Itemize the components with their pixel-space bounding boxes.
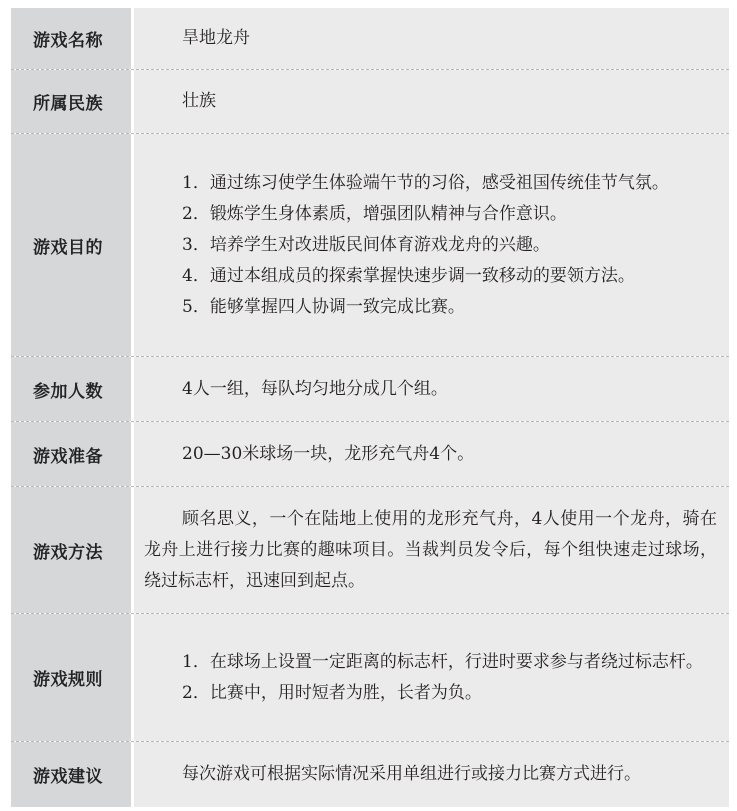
content-paragraph: 3．培养学生对改进版民间体育游戏龙舟的兴趣。 bbox=[182, 234, 550, 255]
content-paragraph: 20—30米球场一块，龙形充气舟4个。 bbox=[182, 443, 475, 464]
info-table bbox=[11, 8, 729, 807]
content-paragraph: 旱地龙舟 bbox=[182, 28, 250, 48]
content-paragraph: 2．比赛中，用时短者为胜，长者为负。 bbox=[182, 682, 482, 703]
content-paragraph: 2．锻炼学生身体素质，增强团队精神与合作意识。 bbox=[182, 203, 567, 224]
content-paragraph: 1．在球场上设置一定距离的标志杆，行进时要求参与者绕过标志杆。 bbox=[182, 651, 703, 672]
row-label: 游戏名称 bbox=[11, 8, 131, 69]
table-row bbox=[11, 613, 729, 741]
row-label: 游戏建议 bbox=[11, 742, 131, 807]
row-label: 游戏准备 bbox=[11, 422, 131, 486]
content-paragraph: 4．通过本组成员的探索掌握快速步调一致移动的要领方法。 bbox=[182, 265, 635, 286]
content-paragraph: 每次游戏可根据实际情况采用单组进行或接力比赛方式进行。 bbox=[182, 764, 641, 784]
content-paragraph: 壮族 bbox=[182, 91, 216, 111]
table-row bbox=[11, 8, 729, 69]
table-row bbox=[11, 133, 729, 356]
row-label: 游戏方法 bbox=[11, 487, 131, 613]
row-content bbox=[134, 614, 729, 741]
content-paragraph: 1．通过练习使学生体验端午节的习俗，感受祖国传统佳节气氛。 bbox=[182, 172, 669, 193]
table-row bbox=[11, 356, 729, 421]
table-row bbox=[11, 69, 729, 133]
row-label: 游戏规则 bbox=[11, 614, 131, 741]
table-row bbox=[11, 741, 729, 807]
row-label: 所属民族 bbox=[11, 70, 131, 133]
row-content bbox=[134, 357, 729, 421]
row-label: 游戏目的 bbox=[11, 134, 131, 356]
row-content bbox=[134, 742, 729, 807]
table-row bbox=[11, 421, 729, 486]
row-content bbox=[134, 8, 729, 69]
table-row bbox=[11, 486, 729, 613]
content-paragraph: 5．能够掌握四人协调一致完成比赛。 bbox=[182, 296, 465, 317]
content-paragraph: 顾名思义，一个在陆地上使用的龙形充气舟，4人使用一个龙舟，骑在龙舟上进行接力比赛的趣味项目。当裁判员发令后，每个组快速走过球场，绕过标志杆，迅速回到起点。 bbox=[144, 508, 717, 591]
row-content bbox=[134, 134, 729, 356]
row-label: 参加人数 bbox=[11, 357, 131, 421]
content-paragraph: 4人一组，每队均匀地分成几个组。 bbox=[182, 378, 448, 399]
row-content bbox=[134, 70, 729, 133]
row-content bbox=[134, 422, 729, 486]
row-content bbox=[134, 487, 729, 613]
